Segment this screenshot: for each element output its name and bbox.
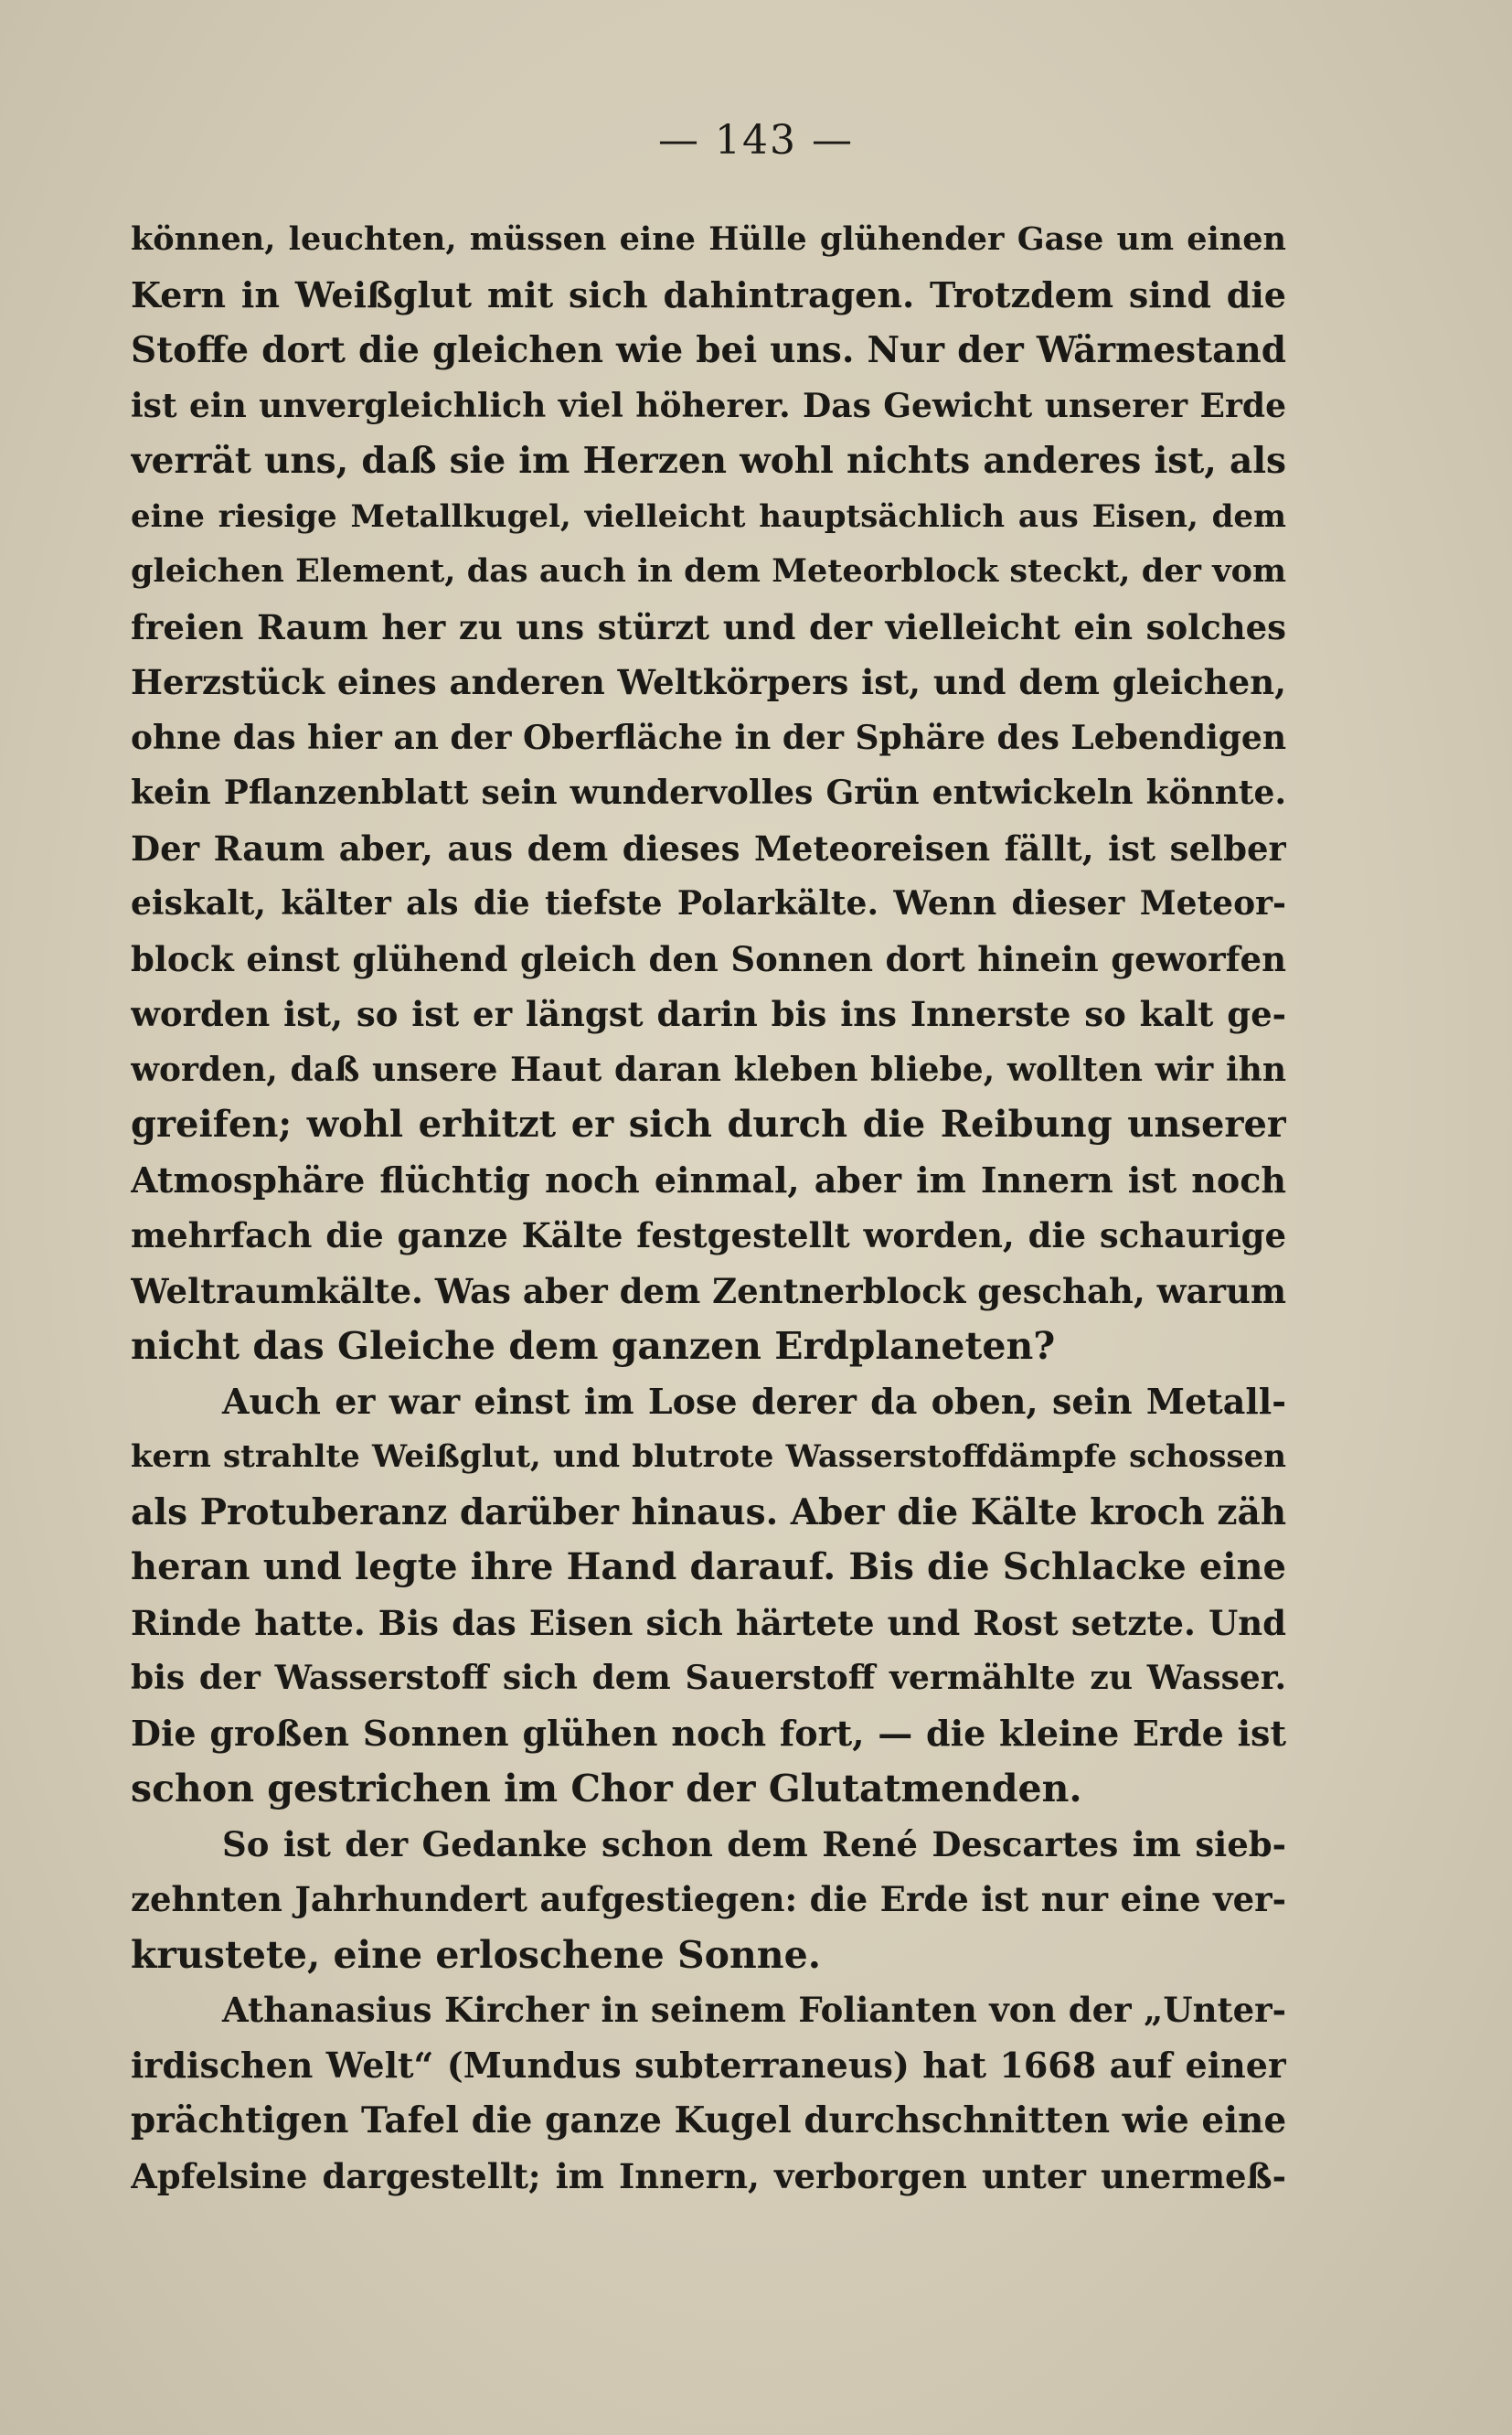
text-line: eiskalt, kälter als die tiefste Polarkälte. Wenn dieser Meteor-: [131, 884, 1286, 923]
text-line: verrät uns, daß sie im Herzen wohl nichts anderes ist, als: [131, 440, 1286, 482]
text-line: Kern in Weißglut mit sich dahintragen. Trotzdem sind die: [131, 273, 1286, 315]
text-line: Herzstück eines anderen Weltkörpers ist, und dem gleichen,: [131, 662, 1286, 702]
text-line: können, leuchten, müssen eine Hülle glühender Gase um einen: [131, 220, 1286, 258]
text-line: Auch er war einst im Lose derer da oben, sein Metall-: [222, 1380, 1286, 1422]
text-line: Atmosphäre flüchtig noch einmal, aber im Innern ist noch: [131, 1159, 1286, 1201]
text-line: gleichen Element, das auch in dem Meteorblock steckt, der vom: [131, 552, 1286, 590]
text-line: So ist der Gedanke schon dem René Descartes im sieb-: [222, 1823, 1286, 1864]
text-line: Der Raum aber, aus dem dieses Meteoreisen fällt, ist selber: [131, 828, 1286, 869]
text-line: krustete, eine erloschene Sonne.: [131, 1932, 821, 1977]
text-line: bis der Wasserstoff sich dem Sauerstoff vermählte zu Wasser.: [131, 1659, 1286, 1697]
text-line: eine riesige Metallkugel, vielleicht hauptsächlich aus Eisen, dem: [131, 497, 1286, 535]
text-line: irdischen Welt“ (Mundus subterraneus) hat 1668 auf einer: [131, 2044, 1286, 2086]
text-line: Die großen Sonnen glühen noch fort, — die kleine Erde ist: [131, 1712, 1286, 1754]
text-line: heran und legte ihre Hand darauf. Bis die Schlacke eine: [131, 1545, 1286, 1588]
body-text: [131, 212, 1286, 2204]
text-line: block einst glühend gleich den Sonnen dort hinein geworfen: [131, 938, 1286, 979]
page-number: — 143 —: [658, 117, 854, 164]
text-line: ist ein unvergleichlich viel höherer. Das Gewicht unserer Erde: [131, 386, 1286, 425]
text-line: worden ist, so ist er längst darin bis ins Innerste so kalt ge-: [131, 994, 1286, 1034]
text-line: greifen; wohl erhitzt er sich durch die Reibung unserer: [131, 1103, 1286, 1146]
text-line: Weltraumkälte. Was aber dem Zentnerblock geschah, warum: [131, 1270, 1286, 1311]
text-line: Rinde hatte. Bis das Eisen sich härtete und Rost setzte. Und: [131, 1602, 1286, 1643]
text-line: Athanasius Kircher in seinem Folianten von der „Unter-: [222, 1990, 1286, 2030]
text-line: Apfelsine dargestellt; im Innern, verborgen unter unermeß-: [131, 2155, 1286, 2196]
text-line: Stoffe dort die gleichen wie bei uns. Nur der Wärmestand: [131, 329, 1286, 371]
text-line: nicht das Gleiche dem ganzen Erdplaneten?: [131, 1324, 1056, 1368]
text-line: freien Raum her zu uns stürzt und der vielleicht ein solches: [131, 606, 1286, 647]
text-line: prächtigen Tafel die ganze Kugel durchschnitten wie eine: [131, 2099, 1286, 2141]
text-line: kein Pflanzenblatt sein wundervolles Grün entwickeln könnte.: [131, 774, 1286, 812]
text-line: als Protuberanz darüber hinaus. Aber die Kälte kroch zäh: [131, 1490, 1286, 1533]
text-line: worden, daß unsere Haut daran kleben bliebe, wollten wir ihn: [131, 1050, 1286, 1089]
text-line: ohne das hier an der Oberfläche in der Sphäre des Lebendigen: [131, 718, 1286, 757]
text-line: zehnten Jahrhundert aufgestiegen: die Erde ist nur eine ver-: [131, 1879, 1286, 1919]
text-line: kern strahlte Weißglut, und blutrote Wasserstoffdämpfe schossen: [131, 1438, 1286, 1475]
text-line: schon gestrichen im Chor der Glutatmenden.: [131, 1767, 1082, 1810]
text-line: mehrfach die ganze Kälte festgestellt worden, die schaurige: [131, 1215, 1286, 1255]
